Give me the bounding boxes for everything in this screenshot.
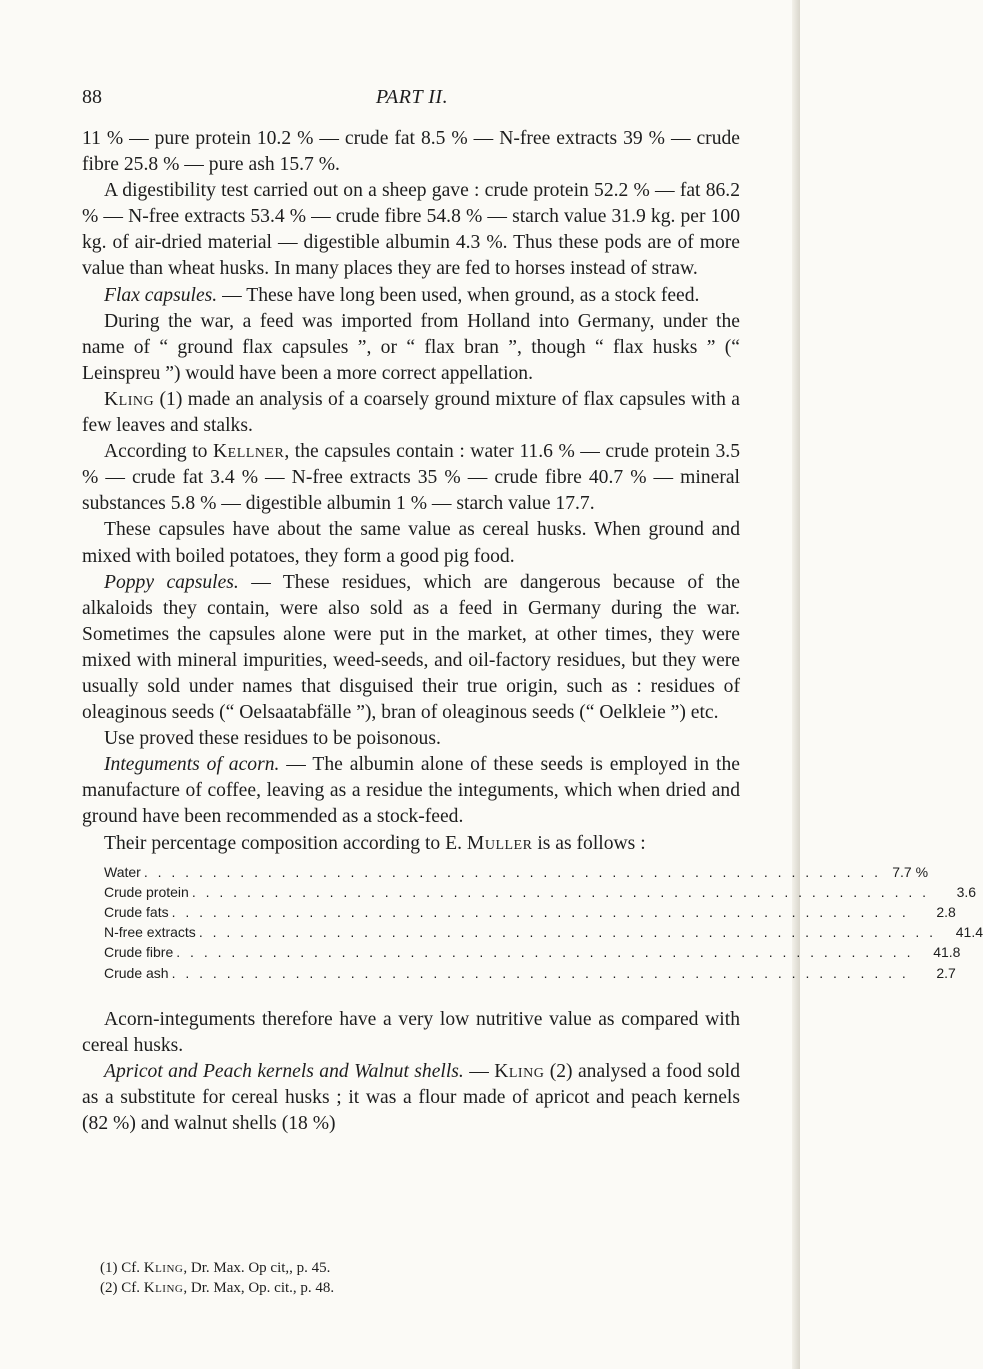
body-text — [82, 126, 983, 1137]
running-title: PART II. — [375, 86, 449, 108]
page-edge-shadow — [792, 0, 800, 1369]
paragraph-text: — These residues, which are dangerous because of the alkaloids they contain, were also sold as a feed in Germany during the war. Sometimes the capsules alone were put in the market, at other times, they were mixed with mineral impurities, weed-seeds, and oil-factory residues, but they were usually sold under names that disguised their true origin, such as : residues of oleaginous seeds (“ Oelsaatabfälle ”), bran of oleaginous seeds (“ Oelkleie ”) etc. — [82, 571, 740, 724]
table-row-value: 3.6 — [956, 883, 977, 900]
paragraph-pod-analysis: 11 % — pure protein 10.2 % — crude fat 8.5 % — N-free extracts 39 % — crude fibre 25.8 % — pure ash 15.7 %. — [82, 128, 740, 176]
table-row — [104, 922, 983, 942]
footnote-text: , Dr. Max, Op. cit., p. 48. — [183, 1280, 335, 1296]
leader-dots: . . . . . . . . . . . . . . . . . . . . . . . . . . . . . . . . . . . . . . . . . . . . . . . . . . . . . . — [191, 883, 930, 900]
page-header — [82, 86, 742, 116]
paragraph-poisonous: Use proved these residues to be poisonous. — [104, 728, 441, 750]
paragraph-text: According to — [104, 441, 214, 463]
paragraph-war-import: During the war, a feed was imported from Holland into Germany, under the name of “ ground flax capsules ”, or “ flax bran ”, though “ flax husks ” (“ Leinspreu ”) would have been a more correct appellation. — [82, 310, 740, 384]
author-name: Kling — [143, 1280, 184, 1296]
paragraph-kellner-composition — [82, 439, 740, 517]
table-row-label: Water — [104, 863, 141, 880]
paragraph-text: (1) made an analysis of a coarsely ground mixture of flax capsules with a few leaves and stalks. — [82, 388, 740, 437]
author-name: Kling — [494, 1061, 545, 1083]
paragraph-kling-analysis — [82, 387, 740, 439]
paragraph-text: is as follows : — [532, 832, 646, 854]
paragraph-muller-composition — [82, 831, 740, 857]
footnote-text: (1) Cf. — [100, 1260, 144, 1276]
leader-dots: . . . . . . . . . . . . . . . . . . . . . . . . . . . . . . . . . . . . . . . . . . . . . . . . . . . . . . — [171, 904, 909, 921]
footnote-text: (2) Cf. — [100, 1280, 144, 1296]
table-row-label: Crude fibre — [104, 944, 174, 961]
leader-dots: . . . . . . . . . . . . . . . . . . . . . . . . . . . . . . . . . . . . . . . . . . . . . . . . . . . . . . — [176, 944, 914, 961]
paragraph-text: — These have long been used, when ground, as a stock feed. — [217, 284, 700, 306]
table-row-label: Crude protein — [104, 883, 189, 900]
leader-dots: . . . . . . . . . . . . . . . . . . . . . . . . . . . . . . . . . . . . . . . . . . . . . . . . . . . . . . — [171, 964, 909, 981]
table-row — [104, 882, 977, 902]
leader-dots: . . . . . . . . . . . . . . . . . . . . . . . . . . . . . . . . . . . . . . . . . . . . . . . . . . . . . . — [198, 924, 937, 941]
table-row-value: 2.7 — [936, 964, 956, 981]
paragraph-text: Their percentage composition according to E. — [104, 832, 467, 854]
leader-dots: . . . . . . . . . . . . . . . . . . . . . . . . . . . . . . . . . . . . . . . . . . . . . . . . . . . . . . — [143, 863, 882, 880]
table-row — [104, 902, 956, 922]
paragraph-acorn-value: Acorn-integuments therefore have a very low nutritive value as compared with cereal husks. — [82, 1008, 740, 1056]
composition-table — [82, 862, 983, 983]
table-row-value: 41.4 — [955, 924, 983, 941]
author-name: Muller — [466, 832, 533, 854]
section-title-apricot-peach-walnut: Apricot and Peach kernels and Walnut shells. — [104, 1061, 464, 1083]
table-row — [104, 942, 961, 962]
paragraph-digestibility-test: A digestibility test carried out on a sheep gave : crude protein 52.2 % — fat 86.2 % — N-free extracts 53.4 % — crude fibre 54.8 % — starch value 31.9 kg. per 100 kg. of air-dried material — digestible albumin 4.3 %. Thus these pods are of more value than wheat husks. In many places they are fed to horses instead of straw. — [82, 180, 740, 280]
section-title-flax-capsules: Flax capsules. — [104, 284, 218, 306]
paragraph-apricot-peach-walnut — [82, 1059, 740, 1137]
author-name: Kling — [143, 1260, 184, 1276]
paragraph-flax-capsules — [82, 283, 740, 309]
table-row-value: 2.8 — [936, 904, 956, 921]
table-row-label: N-free extracts — [104, 924, 196, 941]
footnote-2 — [100, 1278, 740, 1298]
section-title-acorn: Integuments of acorn. — [104, 754, 280, 776]
paragraph-text: (2) analysed a food sold as a substitute for cereal husks ; it was a flour made of apricot and peach kernels (82 %) and walnut shells (18 %) — [82, 1061, 741, 1135]
page-number: 88 — [82, 86, 102, 108]
author-name: Kling — [104, 388, 155, 410]
paragraph-acorn-integuments — [82, 752, 740, 830]
table-row-value: 41.8 — [933, 944, 961, 961]
paragraph-text: , the capsules contain : water 11.6 % — crude protein 3.5 % — crude fat 3.4 % — N-free extracts 35 % — crude fibre 40.7 % — mineral substances 5.8 % — digestible albumin 1 % — starch value 17.7. — [82, 441, 740, 515]
footnote-1 — [100, 1258, 740, 1278]
footnotes — [100, 1258, 740, 1298]
table-row — [104, 862, 929, 882]
table-row-label: Crude ash — [104, 964, 169, 981]
footnote-text: , Dr. Max. Op cit,, p. 45. — [183, 1260, 331, 1276]
section-title-poppy-capsules: Poppy capsules. — [104, 571, 239, 593]
table-row-value: 7.7 % — [892, 863, 929, 880]
paragraph-poppy-capsules — [82, 570, 740, 727]
paragraph-capsule-value: These capsules have about the same value as cereal husks. When ground and mixed with boiled potatoes, they form a good pig food. — [82, 519, 740, 567]
author-name: Kellner — [213, 441, 285, 463]
table-row-label: Crude fats — [104, 904, 169, 921]
paragraph-text: — — [463, 1061, 495, 1083]
paragraph-text: — The albumin alone of these seeds is employed in the manufacture of coffee, leaving as a residue the integuments, which when dried and ground have been recommended as a stock-feed. — [82, 754, 740, 828]
table-row — [104, 963, 956, 983]
